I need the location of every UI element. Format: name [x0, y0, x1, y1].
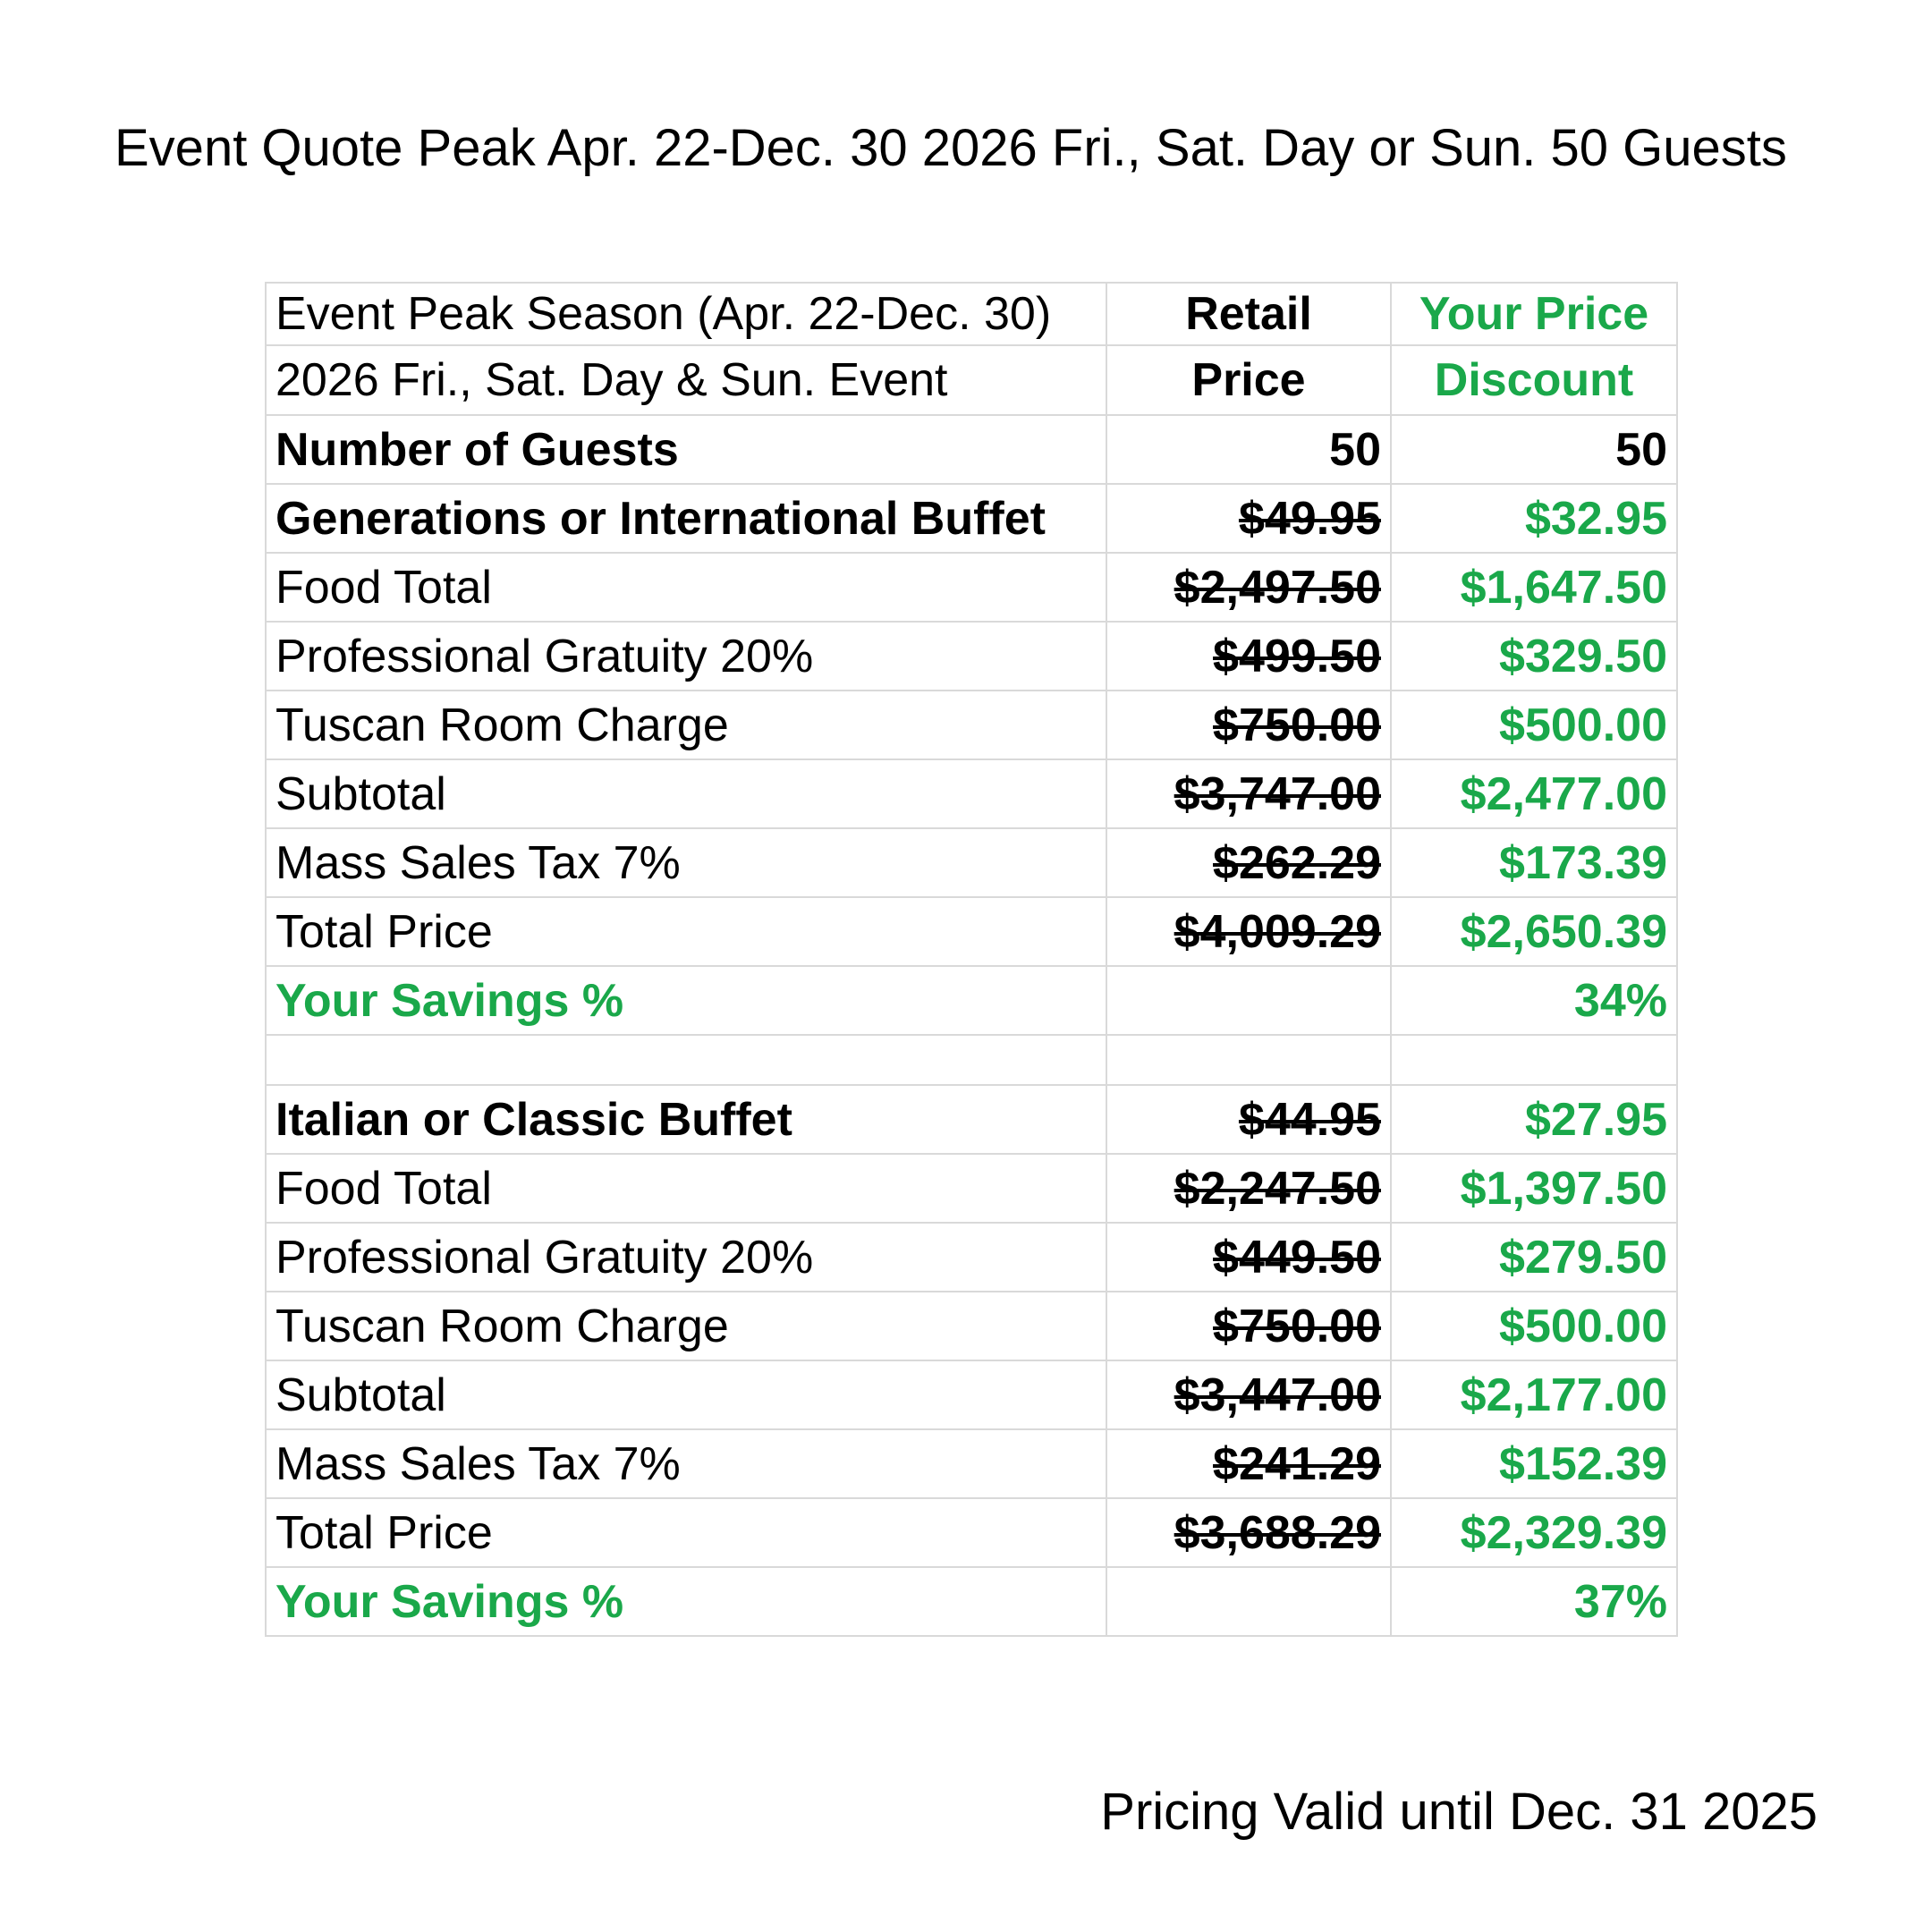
spacer-cell — [1106, 1035, 1391, 1085]
row-retail: $499.50 — [1106, 622, 1391, 691]
table-row — [266, 1360, 1677, 1429]
row-label: Tuscan Room Charge — [266, 691, 1106, 759]
table-row — [266, 828, 1677, 897]
savings-row — [266, 1567, 1677, 1636]
package-retail-price: $44.95 — [1106, 1085, 1391, 1154]
table-header-row — [266, 345, 1677, 415]
savings-value: 37% — [1391, 1567, 1677, 1636]
row-retail: $3,447.00 — [1106, 1360, 1391, 1429]
row-retail: $449.50 — [1106, 1223, 1391, 1292]
header-retail-line1: Retail — [1106, 283, 1391, 345]
row-label: Food Total — [266, 1154, 1106, 1223]
row-label: Mass Sales Tax 7% — [266, 1429, 1106, 1498]
row-discount: $152.39 — [1391, 1429, 1677, 1498]
row-discount: $329.50 — [1391, 622, 1677, 691]
row-label: Subtotal — [266, 1360, 1106, 1429]
row-label: Total Price — [266, 1498, 1106, 1567]
row-retail: $262.29 — [1106, 828, 1391, 897]
header-retail-line2: Price — [1106, 345, 1391, 415]
table-row — [266, 622, 1677, 691]
row-label: Professional Gratuity 20% — [266, 1223, 1106, 1292]
savings-label: Your Savings % — [266, 966, 1106, 1035]
guests-discount: 50 — [1391, 415, 1677, 484]
savings-empty-cell — [1106, 966, 1391, 1035]
row-retail: $750.00 — [1106, 691, 1391, 759]
header-discount-line1: Your Price — [1391, 283, 1677, 345]
row-retail: $2,247.50 — [1106, 1154, 1391, 1223]
pricing-validity-note: Pricing Valid until Dec. 31 2025 — [1100, 1783, 1818, 1841]
row-label: Mass Sales Tax 7% — [266, 828, 1106, 897]
spacer-row — [266, 1035, 1677, 1085]
package-name: Italian or Classic Buffet — [266, 1085, 1106, 1154]
table-header-row — [266, 283, 1677, 345]
savings-row — [266, 966, 1677, 1035]
guests-retail: 50 — [1106, 415, 1391, 484]
table-row — [266, 759, 1677, 828]
table-row — [266, 553, 1677, 622]
guests-row — [266, 415, 1677, 484]
table-row — [266, 691, 1677, 759]
table-row — [266, 1223, 1677, 1292]
row-label: Professional Gratuity 20% — [266, 622, 1106, 691]
savings-label: Your Savings % — [266, 1567, 1106, 1636]
row-retail: $750.00 — [1106, 1292, 1391, 1360]
table-row — [266, 897, 1677, 966]
table-row — [266, 1498, 1677, 1567]
table-row — [266, 1429, 1677, 1498]
guests-label: Number of Guests — [266, 415, 1106, 484]
quote-table — [265, 282, 1678, 1637]
header-discount-line2: Discount — [1391, 345, 1677, 415]
row-label: Tuscan Room Charge — [266, 1292, 1106, 1360]
header-season-line1: Event Peak Season (Apr. 22-Dec. 30) — [266, 283, 1106, 345]
header-season-line2: 2026 Fri., Sat. Day & Sun. Event — [266, 345, 1106, 415]
row-label: Subtotal — [266, 759, 1106, 828]
row-discount: $500.00 — [1391, 691, 1677, 759]
row-label: Total Price — [266, 897, 1106, 966]
package-row — [266, 1085, 1677, 1154]
row-discount: $2,177.00 — [1391, 1360, 1677, 1429]
row-discount: $1,397.50 — [1391, 1154, 1677, 1223]
row-discount: $2,329.39 — [1391, 1498, 1677, 1567]
package-discount-price: $27.95 — [1391, 1085, 1677, 1154]
package-retail-price: $49.95 — [1106, 484, 1391, 553]
row-retail: $3,688.29 — [1106, 1498, 1391, 1567]
package-name: Generations or International Buffet — [266, 484, 1106, 553]
row-label: Food Total — [266, 553, 1106, 622]
row-discount: $173.39 — [1391, 828, 1677, 897]
savings-empty-cell — [1106, 1567, 1391, 1636]
spacer-cell — [1391, 1035, 1677, 1085]
table-row — [266, 1154, 1677, 1223]
row-retail: $3,747.00 — [1106, 759, 1391, 828]
row-retail: $4,009.29 — [1106, 897, 1391, 966]
page-title: Event Quote Peak Apr. 22-Dec. 30 2026 Fri., Sat. Day or Sun. 50 Guests — [114, 119, 1787, 177]
package-row — [266, 484, 1677, 553]
row-discount: $2,650.39 — [1391, 897, 1677, 966]
table-row — [266, 1292, 1677, 1360]
row-discount: $1,647.50 — [1391, 553, 1677, 622]
savings-value: 34% — [1391, 966, 1677, 1035]
row-discount: $2,477.00 — [1391, 759, 1677, 828]
row-discount: $279.50 — [1391, 1223, 1677, 1292]
package-discount-price: $32.95 — [1391, 484, 1677, 553]
row-discount: $500.00 — [1391, 1292, 1677, 1360]
row-retail: $2,497.50 — [1106, 553, 1391, 622]
spacer-cell — [266, 1035, 1106, 1085]
row-retail: $241.29 — [1106, 1429, 1391, 1498]
